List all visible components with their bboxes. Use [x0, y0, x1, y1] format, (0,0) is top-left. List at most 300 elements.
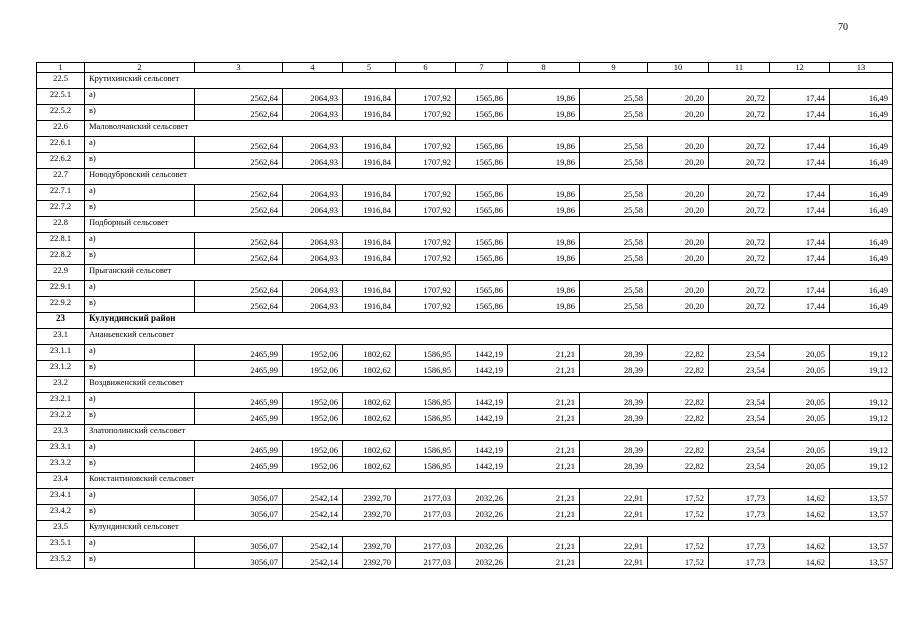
value-cell: 1802,62 [343, 409, 396, 425]
table-row [37, 505, 893, 521]
value-cell: 17,52 [648, 553, 709, 569]
value-cell: 2064,93 [283, 281, 343, 297]
table-row [37, 105, 893, 121]
section-row [37, 121, 893, 137]
column-number: 4 [283, 63, 343, 73]
value-cell: 2064,93 [283, 297, 343, 313]
section-row [37, 217, 893, 233]
value-cell: 2562,64 [195, 137, 283, 153]
value-cell: 22,82 [648, 361, 709, 377]
value-cell: 20,72 [709, 233, 770, 249]
value-cell: 1916,84 [343, 297, 396, 313]
value-cell: 2177,03 [396, 505, 456, 521]
value-cell: 21,21 [508, 361, 580, 377]
value-cell: 2562,64 [195, 105, 283, 121]
value-cell: 2064,93 [283, 201, 343, 217]
value-cell: 19,86 [508, 105, 580, 121]
value-cell: 25,58 [580, 89, 648, 105]
section-name: Ананьевский сельсовет [85, 329, 893, 345]
value-cell: 22,82 [648, 441, 709, 457]
value-cell: 20,05 [770, 345, 830, 361]
row-code: 23.2 [37, 377, 85, 393]
value-cell: 1442,19 [456, 441, 508, 457]
value-cell: 1442,19 [456, 457, 508, 473]
value-cell: 1707,92 [396, 185, 456, 201]
row-label: в) [85, 201, 195, 217]
value-cell: 2032,26 [456, 537, 508, 553]
row-code: 23.2.1 [37, 393, 85, 409]
value-cell: 2465,99 [195, 409, 283, 425]
row-code: 22.9.2 [37, 297, 85, 313]
value-cell: 1442,19 [456, 409, 508, 425]
row-label: а) [85, 537, 195, 553]
column-number: 2 [85, 63, 195, 73]
value-cell: 25,58 [580, 153, 648, 169]
value-cell: 2064,93 [283, 137, 343, 153]
value-cell: 16,49 [830, 249, 893, 265]
row-label: а) [85, 89, 195, 105]
value-cell: 28,39 [580, 409, 648, 425]
row-code: 23 [37, 313, 85, 329]
section-name: Златополинский сельсовет [85, 425, 893, 441]
value-cell: 17,52 [648, 489, 709, 505]
row-label: в) [85, 153, 195, 169]
value-cell: 1802,62 [343, 361, 396, 377]
value-cell: 1442,19 [456, 345, 508, 361]
value-cell: 1916,84 [343, 153, 396, 169]
value-cell: 17,73 [709, 505, 770, 521]
value-cell: 19,86 [508, 153, 580, 169]
value-cell: 20,72 [709, 297, 770, 313]
section-row [37, 265, 893, 281]
value-cell: 20,20 [648, 153, 709, 169]
value-cell: 1916,84 [343, 89, 396, 105]
section-name: Кулундинский сельсовет [85, 521, 893, 537]
section-row [37, 73, 893, 89]
column-number: 11 [709, 63, 770, 73]
value-cell: 1707,92 [396, 201, 456, 217]
value-cell: 16,49 [830, 89, 893, 105]
value-cell: 21,21 [508, 537, 580, 553]
column-number: 6 [396, 63, 456, 73]
value-cell: 2064,93 [283, 249, 343, 265]
table-row [37, 281, 893, 297]
column-number: 13 [830, 63, 893, 73]
value-cell: 16,49 [830, 281, 893, 297]
value-cell: 3056,07 [195, 505, 283, 521]
row-label: в) [85, 297, 195, 313]
value-cell: 28,39 [580, 345, 648, 361]
value-cell: 22,82 [648, 345, 709, 361]
value-cell: 19,86 [508, 233, 580, 249]
value-cell: 21,21 [508, 489, 580, 505]
row-code: 23.4 [37, 473, 85, 489]
value-cell: 1916,84 [343, 201, 396, 217]
value-cell: 2064,93 [283, 105, 343, 121]
row-label: в) [85, 409, 195, 425]
row-label: а) [85, 441, 195, 457]
value-cell: 1916,84 [343, 281, 396, 297]
value-cell: 16,49 [830, 185, 893, 201]
table-row [37, 361, 893, 377]
value-cell: 20,05 [770, 457, 830, 473]
value-cell: 19,12 [830, 361, 893, 377]
row-code: 23.3.1 [37, 441, 85, 457]
row-code: 23.5.1 [37, 537, 85, 553]
value-cell: 1707,92 [396, 249, 456, 265]
value-cell: 2562,64 [195, 185, 283, 201]
value-cell: 2465,99 [195, 441, 283, 457]
row-code: 23.2.2 [37, 409, 85, 425]
table-body [37, 63, 893, 569]
table-row [37, 345, 893, 361]
value-cell: 20,72 [709, 281, 770, 297]
value-cell: 2177,03 [396, 489, 456, 505]
value-cell: 2562,64 [195, 233, 283, 249]
value-cell: 20,72 [709, 137, 770, 153]
value-cell: 25,58 [580, 297, 648, 313]
value-cell: 17,44 [770, 137, 830, 153]
section-row [37, 169, 893, 185]
value-cell: 2562,64 [195, 281, 283, 297]
value-cell: 21,21 [508, 393, 580, 409]
row-label: в) [85, 553, 195, 569]
value-cell: 22,82 [648, 393, 709, 409]
value-cell: 2465,99 [195, 393, 283, 409]
table-row [37, 233, 893, 249]
value-cell: 25,58 [580, 105, 648, 121]
value-cell: 1442,19 [456, 393, 508, 409]
table-row [37, 201, 893, 217]
table-row [37, 393, 893, 409]
value-cell: 2562,64 [195, 201, 283, 217]
value-cell: 20,05 [770, 393, 830, 409]
value-cell: 23,54 [709, 393, 770, 409]
value-cell: 3056,07 [195, 489, 283, 505]
value-cell: 13,57 [830, 537, 893, 553]
column-number: 7 [456, 63, 508, 73]
table-row [37, 441, 893, 457]
section-name: Воздвиженский сельсовет [85, 377, 893, 393]
value-cell: 20,20 [648, 233, 709, 249]
row-code: 22.7.1 [37, 185, 85, 201]
row-code: 23.4.2 [37, 505, 85, 521]
row-code: 22.5.2 [37, 105, 85, 121]
value-cell: 25,58 [580, 185, 648, 201]
value-cell: 2064,93 [283, 153, 343, 169]
row-label: а) [85, 185, 195, 201]
value-cell: 19,86 [508, 249, 580, 265]
row-code: 22.9 [37, 265, 85, 281]
value-cell: 17,73 [709, 489, 770, 505]
row-code: 22.6.2 [37, 153, 85, 169]
value-cell: 1586,95 [396, 345, 456, 361]
value-cell: 22,82 [648, 409, 709, 425]
value-cell: 1707,92 [396, 137, 456, 153]
table-row [37, 537, 893, 553]
value-cell: 1565,86 [456, 105, 508, 121]
row-code: 22.7 [37, 169, 85, 185]
row-label: а) [85, 233, 195, 249]
value-cell: 1707,92 [396, 89, 456, 105]
value-cell: 2032,26 [456, 489, 508, 505]
value-cell: 20,20 [648, 89, 709, 105]
value-cell: 17,44 [770, 297, 830, 313]
value-cell: 16,49 [830, 201, 893, 217]
value-cell: 17,44 [770, 105, 830, 121]
value-cell: 1586,95 [396, 393, 456, 409]
value-cell: 16,49 [830, 105, 893, 121]
value-cell: 1565,86 [456, 297, 508, 313]
value-cell: 2064,93 [283, 185, 343, 201]
value-cell: 1565,86 [456, 137, 508, 153]
row-label: а) [85, 393, 195, 409]
value-cell: 28,39 [580, 361, 648, 377]
value-cell: 20,72 [709, 153, 770, 169]
value-cell: 20,20 [648, 185, 709, 201]
value-cell: 13,57 [830, 553, 893, 569]
value-cell: 19,12 [830, 441, 893, 457]
row-code: 22.9.1 [37, 281, 85, 297]
value-cell: 20,72 [709, 185, 770, 201]
value-cell: 2465,99 [195, 361, 283, 377]
section-name: Кулундинский район [85, 313, 893, 329]
value-cell: 19,86 [508, 281, 580, 297]
value-cell: 28,39 [580, 393, 648, 409]
value-cell: 21,21 [508, 409, 580, 425]
table-row [37, 297, 893, 313]
column-number-row [37, 63, 893, 73]
section-row [37, 473, 893, 489]
value-cell: 1442,19 [456, 361, 508, 377]
value-cell: 2032,26 [456, 505, 508, 521]
row-code: 23.1 [37, 329, 85, 345]
value-cell: 1802,62 [343, 457, 396, 473]
value-cell: 22,82 [648, 457, 709, 473]
column-number: 10 [648, 63, 709, 73]
value-cell: 1952,06 [283, 361, 343, 377]
value-cell: 23,54 [709, 409, 770, 425]
value-cell: 20,20 [648, 201, 709, 217]
row-code: 22.7.2 [37, 201, 85, 217]
value-cell: 17,73 [709, 553, 770, 569]
value-cell: 1707,92 [396, 233, 456, 249]
table-row [37, 153, 893, 169]
row-code: 23.5.2 [37, 553, 85, 569]
page-number: 70 [838, 22, 848, 33]
value-cell: 17,52 [648, 537, 709, 553]
value-cell: 2562,64 [195, 249, 283, 265]
value-cell: 1707,92 [396, 281, 456, 297]
value-cell: 17,44 [770, 201, 830, 217]
value-cell: 25,58 [580, 233, 648, 249]
value-cell: 28,39 [580, 441, 648, 457]
section-row [37, 425, 893, 441]
section-row [37, 313, 893, 329]
value-cell: 23,54 [709, 457, 770, 473]
value-cell: 1916,84 [343, 185, 396, 201]
value-cell: 20,72 [709, 249, 770, 265]
value-cell: 1565,86 [456, 89, 508, 105]
row-label: в) [85, 505, 195, 521]
value-cell: 21,21 [508, 505, 580, 521]
value-cell: 19,12 [830, 393, 893, 409]
value-cell: 14,62 [770, 505, 830, 521]
value-cell: 19,86 [508, 297, 580, 313]
row-code: 22.8.1 [37, 233, 85, 249]
value-cell: 1565,86 [456, 233, 508, 249]
row-code: 22.6 [37, 121, 85, 137]
value-cell: 3056,07 [195, 537, 283, 553]
value-cell: 1586,95 [396, 361, 456, 377]
section-name: Подборный сельсовет [85, 217, 893, 233]
value-cell: 14,62 [770, 553, 830, 569]
value-cell: 20,72 [709, 105, 770, 121]
row-code: 23.5 [37, 521, 85, 537]
value-cell: 2392,70 [343, 505, 396, 521]
value-cell: 20,20 [648, 137, 709, 153]
table-row [37, 457, 893, 473]
value-cell: 1952,06 [283, 393, 343, 409]
value-cell: 25,58 [580, 137, 648, 153]
column-number: 9 [580, 63, 648, 73]
value-cell: 21,21 [508, 457, 580, 473]
row-label: а) [85, 137, 195, 153]
value-cell: 1916,84 [343, 105, 396, 121]
row-label: в) [85, 361, 195, 377]
table-row [37, 249, 893, 265]
value-cell: 1952,06 [283, 409, 343, 425]
value-cell: 2392,70 [343, 489, 396, 505]
column-number: 12 [770, 63, 830, 73]
value-cell: 17,73 [709, 537, 770, 553]
value-cell: 1802,62 [343, 393, 396, 409]
value-cell: 21,21 [508, 345, 580, 361]
section-name: Константиновский сельсовет [85, 473, 893, 489]
value-cell: 1707,92 [396, 105, 456, 121]
row-label: а) [85, 489, 195, 505]
value-cell: 2392,70 [343, 553, 396, 569]
value-cell: 1952,06 [283, 345, 343, 361]
table-row [37, 553, 893, 569]
value-cell: 2562,64 [195, 297, 283, 313]
value-cell: 13,57 [830, 505, 893, 521]
value-cell: 2465,99 [195, 457, 283, 473]
value-cell: 20,72 [709, 89, 770, 105]
value-cell: 2032,26 [456, 553, 508, 569]
row-label: в) [85, 457, 195, 473]
value-cell: 2542,14 [283, 489, 343, 505]
value-cell: 17,44 [770, 249, 830, 265]
row-code: 22.8 [37, 217, 85, 233]
value-cell: 17,44 [770, 185, 830, 201]
value-cell: 25,58 [580, 249, 648, 265]
column-number: 3 [195, 63, 283, 73]
table-row [37, 409, 893, 425]
column-number: 8 [508, 63, 580, 73]
value-cell: 20,20 [648, 281, 709, 297]
value-cell: 2562,64 [195, 153, 283, 169]
row-label: а) [85, 281, 195, 297]
value-cell: 2064,93 [283, 233, 343, 249]
value-cell: 1802,62 [343, 345, 396, 361]
row-code: 22.5 [37, 73, 85, 89]
value-cell: 14,62 [770, 489, 830, 505]
section-row [37, 329, 893, 345]
value-cell: 1565,86 [456, 185, 508, 201]
row-label: а) [85, 345, 195, 361]
value-cell: 1565,86 [456, 201, 508, 217]
row-code: 22.5.1 [37, 89, 85, 105]
value-cell: 20,20 [648, 105, 709, 121]
value-cell: 17,44 [770, 153, 830, 169]
column-number: 5 [343, 63, 396, 73]
value-cell: 20,05 [770, 409, 830, 425]
value-cell: 20,05 [770, 441, 830, 457]
value-cell: 17,52 [648, 505, 709, 521]
value-cell: 1565,86 [456, 153, 508, 169]
value-cell: 2177,03 [396, 537, 456, 553]
value-cell: 19,86 [508, 201, 580, 217]
value-cell: 1952,06 [283, 457, 343, 473]
value-cell: 16,49 [830, 153, 893, 169]
value-cell: 19,86 [508, 137, 580, 153]
tariff-table [36, 62, 893, 569]
value-cell: 2465,99 [195, 345, 283, 361]
value-cell: 19,12 [830, 345, 893, 361]
value-cell: 19,86 [508, 89, 580, 105]
table-row [37, 89, 893, 105]
value-cell: 1586,95 [396, 409, 456, 425]
value-cell: 2542,14 [283, 537, 343, 553]
value-cell: 1565,86 [456, 249, 508, 265]
value-cell: 16,49 [830, 297, 893, 313]
value-cell: 22,91 [580, 537, 648, 553]
value-cell: 17,44 [770, 233, 830, 249]
value-cell: 1586,95 [396, 441, 456, 457]
row-code: 22.8.2 [37, 249, 85, 265]
row-code: 23.1.1 [37, 345, 85, 361]
value-cell: 25,58 [580, 281, 648, 297]
value-cell: 1952,06 [283, 441, 343, 457]
section-row [37, 377, 893, 393]
value-cell: 2064,93 [283, 89, 343, 105]
value-cell: 22,91 [580, 489, 648, 505]
value-cell: 16,49 [830, 233, 893, 249]
value-cell: 1916,84 [343, 233, 396, 249]
table-row [37, 489, 893, 505]
table-row [37, 185, 893, 201]
section-row [37, 521, 893, 537]
row-code: 23.3.2 [37, 457, 85, 473]
value-cell: 23,54 [709, 361, 770, 377]
value-cell: 28,39 [580, 457, 648, 473]
value-cell: 3056,07 [195, 553, 283, 569]
section-name: Маловолчанский сельсовет [85, 121, 893, 137]
column-number: 1 [37, 63, 85, 73]
section-name: Крутихинский сельсовет [85, 73, 893, 89]
value-cell: 1707,92 [396, 153, 456, 169]
value-cell: 20,72 [709, 201, 770, 217]
value-cell: 23,54 [709, 345, 770, 361]
value-cell: 16,49 [830, 137, 893, 153]
value-cell: 1565,86 [456, 281, 508, 297]
row-label: в) [85, 249, 195, 265]
row-code: 22.6.1 [37, 137, 85, 153]
row-code: 23.1.2 [37, 361, 85, 377]
value-cell: 20,05 [770, 361, 830, 377]
value-cell: 23,54 [709, 441, 770, 457]
